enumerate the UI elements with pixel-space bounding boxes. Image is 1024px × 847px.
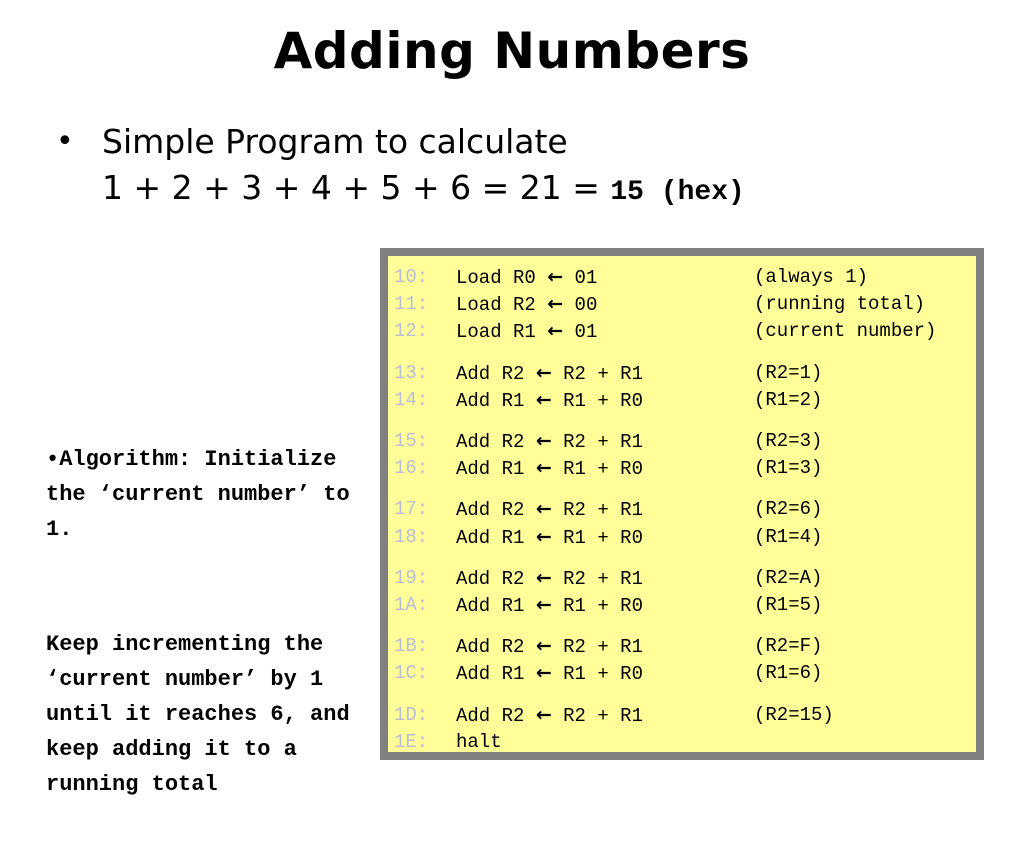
left-arrow-icon: ← bbox=[535, 430, 552, 452]
instruction: Add R2 ← R2 + R1 bbox=[456, 703, 643, 727]
program-line bbox=[394, 387, 823, 414]
sum-equation bbox=[102, 166, 745, 215]
memory-address: 16: bbox=[394, 457, 429, 480]
instruction-comment: (R2=F) bbox=[754, 635, 823, 658]
program-line bbox=[394, 660, 823, 687]
instruction: halt bbox=[456, 730, 502, 753]
bullet-text: Simple Program to calculate bbox=[102, 122, 568, 161]
algorithm-paragraph-2: Keep incrementing the ‘current number’ by 1 until it reaches 6, and keep adding it to a running total bbox=[46, 632, 363, 797]
program-line bbox=[394, 729, 502, 756]
instruction-comment: (R2=A) bbox=[754, 566, 823, 589]
left-arrow-icon: ← bbox=[535, 361, 552, 384]
instruction: Add R2 ← R2 + R1 bbox=[456, 566, 643, 590]
left-arrow-icon: ← bbox=[535, 566, 552, 589]
bullet-marker: • bbox=[56, 124, 74, 159]
memory-address: 1D: bbox=[394, 703, 429, 726]
memory-address: 1E: bbox=[394, 730, 429, 753]
instruction: Add R1 ← R1 + R0 bbox=[456, 388, 643, 412]
instruction-comment: (R2=6) bbox=[754, 498, 823, 521]
instruction-comment: (R1=3) bbox=[754, 457, 823, 480]
instruction: Add R2 ← R2 + R1 bbox=[456, 361, 643, 385]
memory-address: 13: bbox=[394, 361, 429, 384]
instruction-comment: (R1=2) bbox=[754, 388, 823, 411]
equation-text: 1 + 2 + 3 + 4 + 5 + 6 = 21 = bbox=[102, 168, 611, 207]
left-arrow-icon: ← bbox=[535, 662, 552, 685]
program-line bbox=[394, 428, 823, 455]
memory-address: 19: bbox=[394, 566, 429, 589]
instruction-comment: (R1=6) bbox=[754, 662, 823, 685]
slide-title: Adding Numbers bbox=[273, 22, 751, 80]
instruction: Load R2 ← 00 bbox=[456, 293, 598, 317]
hex-value: 15 bbox=[610, 177, 644, 208]
instruction: Add R2 ← R2 + R1 bbox=[456, 430, 643, 453]
instruction: Add R2 ← R2 + R1 bbox=[456, 498, 643, 522]
memory-address: 17: bbox=[394, 498, 429, 521]
memory-address: 11: bbox=[394, 293, 429, 316]
instruction-comment: (R2=1) bbox=[754, 361, 823, 384]
left-arrow-icon: ← bbox=[535, 525, 552, 548]
left-arrow-icon: ← bbox=[547, 293, 564, 316]
instruction-comment: (always 1) bbox=[754, 266, 869, 288]
program-line bbox=[394, 702, 834, 729]
program-line bbox=[394, 455, 823, 482]
instruction-comment: (current number) bbox=[754, 320, 937, 343]
instruction: Add R2 ← R2 + R1 bbox=[456, 635, 643, 659]
hex-label: (hex) bbox=[660, 177, 745, 208]
left-arrow-icon: ← bbox=[535, 498, 552, 521]
algorithm-description bbox=[46, 372, 366, 847]
program-line bbox=[394, 592, 823, 619]
algorithm-paragraph-1: •Algorithm: Initialize the ‘current number’ to 1. bbox=[46, 447, 363, 542]
program-line bbox=[394, 291, 926, 318]
program-line bbox=[394, 360, 823, 387]
instruction: Add R1 ← R1 + R0 bbox=[456, 457, 643, 481]
left-arrow-icon: ← bbox=[547, 320, 564, 343]
memory-address: 14: bbox=[394, 388, 429, 411]
instruction: Add R1 ← R1 + R0 bbox=[456, 525, 643, 549]
left-arrow-icon: ← bbox=[535, 635, 552, 658]
memory-address: 10: bbox=[394, 266, 429, 288]
memory-address: 1A: bbox=[394, 594, 429, 616]
left-arrow-icon: ← bbox=[535, 457, 552, 480]
instruction: Add R1 ← R1 + R0 bbox=[456, 594, 643, 617]
instruction-comment: (R2=15) bbox=[754, 703, 834, 726]
instruction: Load R0 ← 01 bbox=[456, 266, 598, 289]
instruction: Add R1 ← R1 + R0 bbox=[456, 662, 643, 686]
program-line bbox=[394, 318, 937, 345]
instruction: Load R1 ← 01 bbox=[456, 320, 598, 344]
instruction-comment: (R1=4) bbox=[754, 525, 823, 548]
instruction-comment: (R2=3) bbox=[754, 430, 823, 452]
memory-address: 12: bbox=[394, 320, 429, 343]
left-arrow-icon: ← bbox=[535, 594, 552, 616]
program-line bbox=[394, 633, 823, 660]
program-line bbox=[394, 565, 823, 592]
left-arrow-icon: ← bbox=[547, 266, 564, 288]
program-listing bbox=[388, 256, 976, 752]
left-arrow-icon: ← bbox=[535, 388, 552, 411]
instruction-comment: (R1=5) bbox=[754, 594, 823, 616]
memory-address: 1C: bbox=[394, 662, 429, 685]
program-line bbox=[394, 264, 869, 291]
program-line bbox=[394, 496, 823, 523]
memory-address: 1B: bbox=[394, 635, 429, 658]
memory-address: 18: bbox=[394, 525, 429, 548]
left-arrow-icon: ← bbox=[535, 703, 552, 726]
memory-address: 15: bbox=[394, 430, 429, 452]
instruction-comment: (running total) bbox=[754, 293, 926, 316]
program-line bbox=[394, 524, 823, 551]
program-listing-frame bbox=[380, 248, 984, 760]
